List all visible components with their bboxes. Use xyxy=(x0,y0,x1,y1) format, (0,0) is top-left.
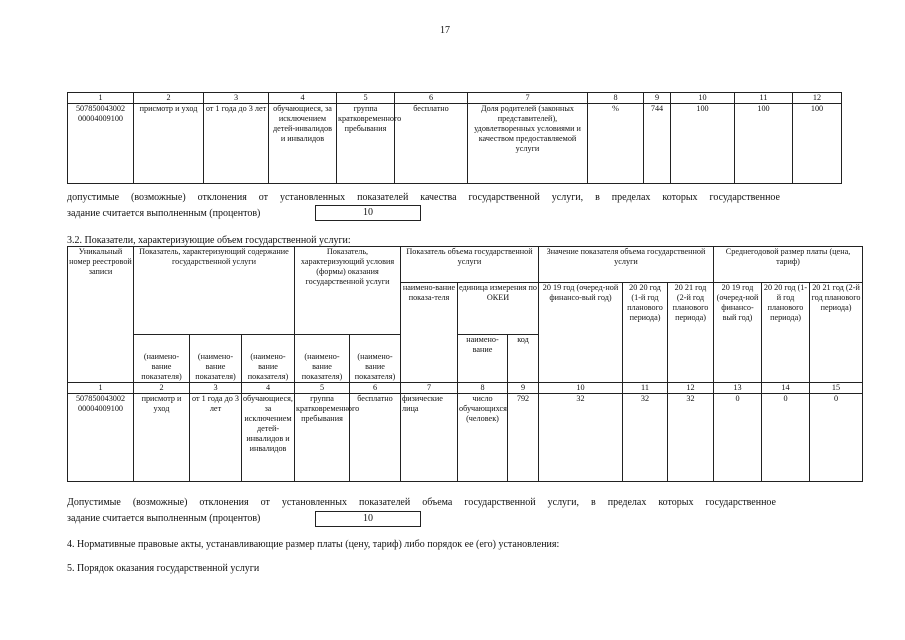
col-num: 1 xyxy=(68,93,134,104)
col-num: 14 xyxy=(762,383,810,394)
cell: число обучающихся (человек) xyxy=(458,394,508,482)
header-year-1: 20 19 год (очеред-ной финансо-вый год) xyxy=(539,283,623,383)
header-row-1 xyxy=(68,247,863,283)
col-num: 1 xyxy=(68,383,134,394)
header-year-3: 20 21 год (2-й год планового периода) xyxy=(668,283,714,383)
header-num-row xyxy=(68,383,863,394)
col-num: 4 xyxy=(242,383,295,394)
col-num: 3 xyxy=(204,93,269,104)
cell: 792 xyxy=(508,394,539,482)
col-num: 10 xyxy=(671,93,735,104)
cell: 0 xyxy=(810,394,863,482)
cell: 100 xyxy=(735,104,793,184)
page-number: 17 xyxy=(440,25,450,36)
header-sub: (наимено-вание показателя) xyxy=(242,335,295,383)
cell: группа кратковременного пребывания xyxy=(295,394,350,482)
section-4: 4. Нормативные правовые акты, устанавливающие размер платы (цену, тариф) либо порядок ее (его) установления: xyxy=(67,539,560,550)
header-name: наимено-вание показа-теля xyxy=(401,283,458,383)
deviation-text-2b: задание считается выполненным (процентов) xyxy=(67,513,261,524)
cell: группа кратковременного пребывания xyxy=(337,104,395,184)
col-num: 2 xyxy=(134,383,190,394)
deviation-text-1b: задание считается выполненным (процентов) xyxy=(67,208,261,219)
header-avg-3: 20 21 год (2-й год планового периода) xyxy=(810,283,863,383)
section-5: 5. Порядок оказания государственной услуги xyxy=(67,563,260,574)
cell: обучающиеся, за исключением детей-инвалидов и инвалидов xyxy=(242,394,295,482)
quality-table xyxy=(67,92,842,184)
cell: 32 xyxy=(668,394,714,482)
col-num: 6 xyxy=(395,93,468,104)
cell: присмотр и уход xyxy=(134,104,204,184)
volume-table xyxy=(67,246,863,482)
cell: бесплатно xyxy=(350,394,401,482)
col-num: 7 xyxy=(401,383,458,394)
header-num-row xyxy=(68,93,842,104)
header-unit-name: наимено-вание xyxy=(458,335,508,383)
cell: % xyxy=(588,104,644,184)
header-year-2: 20 20 год (1-й год планового периода) xyxy=(623,283,668,383)
col-num: 13 xyxy=(714,383,762,394)
header-avg-1: 20 19 год (очеред-ной финансо-вый год) xyxy=(714,283,762,383)
cell: 744 xyxy=(644,104,671,184)
cell: Доля родителей (законных представителей), удовлетворенных условиями и качеством предоставляемой услуги xyxy=(468,104,588,184)
cell: 0 xyxy=(762,394,810,482)
header-volume: Показатель объема государственной услуги xyxy=(401,247,539,283)
cell: от 1 года до 3 лет xyxy=(204,104,269,184)
col-num: 11 xyxy=(623,383,668,394)
cell: 100 xyxy=(793,104,842,184)
col-num: 9 xyxy=(644,93,671,104)
col-num: 5 xyxy=(295,383,350,394)
cell: от 1 года до 3 лет xyxy=(190,394,242,482)
col-num: 9 xyxy=(508,383,539,394)
table-row xyxy=(68,394,863,482)
deviation-text-2: Допустимые (возможные) отклонения от установленных показателей объема государственной услуги, в пределах которых государственное xyxy=(67,497,776,508)
header-sub: (наимено-вание показателя) xyxy=(350,335,401,383)
table-row xyxy=(68,104,842,184)
col-num: 5 xyxy=(337,93,395,104)
cell: 0 xyxy=(714,394,762,482)
col-num: 15 xyxy=(810,383,863,394)
header-avg: Среднегодовой размер платы (цена, тариф) xyxy=(714,247,863,283)
header-value: Значение показателя объема государственной услуги xyxy=(539,247,714,283)
cell: 507850043002 00004009100 xyxy=(68,394,134,482)
cell: бесплатно xyxy=(395,104,468,184)
col-num: 4 xyxy=(269,93,337,104)
col-num: 2 xyxy=(134,93,204,104)
section-title-3-2: 3.2. Показатели, характеризующие объем государственной услуги: xyxy=(67,235,351,246)
header-unit: единица измерения по ОКЕИ xyxy=(458,283,539,335)
deviation-value-box-2: 10 xyxy=(315,511,421,527)
cell: 32 xyxy=(623,394,668,482)
header-sub: (наимено-вание показателя) xyxy=(190,335,242,383)
col-num: 8 xyxy=(588,93,644,104)
cell: 32 xyxy=(539,394,623,482)
header-sub: (наимено-вание показателя) xyxy=(134,335,190,383)
deviation-text-1: допустимые (возможные) отклонения от установленных показателей качества государственной услуги, в пределах которых государственное xyxy=(67,192,780,203)
cell: 100 xyxy=(671,104,735,184)
header-content: Показатель, характеризующий содержание государственной услуги xyxy=(134,247,295,335)
col-num: 6 xyxy=(350,383,401,394)
cell: обучающиеся, за исключением детей-инвалидов и инвалидов xyxy=(269,104,337,184)
header-avg-2: 20 20 год (1-й год планового периода) xyxy=(762,283,810,383)
header-conditions: Показатель, характеризующий условия (формы) оказания государственной услуги xyxy=(295,247,401,335)
col-num: 8 xyxy=(458,383,508,394)
col-num: 10 xyxy=(539,383,623,394)
col-num: 12 xyxy=(668,383,714,394)
col-num: 7 xyxy=(468,93,588,104)
header-code: код xyxy=(508,335,539,383)
cell: присмотр и уход xyxy=(134,394,190,482)
col-num: 3 xyxy=(190,383,242,394)
header-unique: Уникальный номер реестровой записи xyxy=(68,247,134,383)
header-sub: (наимено-вание показателя) xyxy=(295,335,350,383)
cell: физические лица xyxy=(401,394,458,482)
col-num: 11 xyxy=(735,93,793,104)
col-num: 12 xyxy=(793,93,842,104)
cell: 507850043002 00004009100 xyxy=(68,104,134,184)
deviation-value-box: 10 xyxy=(315,205,421,221)
